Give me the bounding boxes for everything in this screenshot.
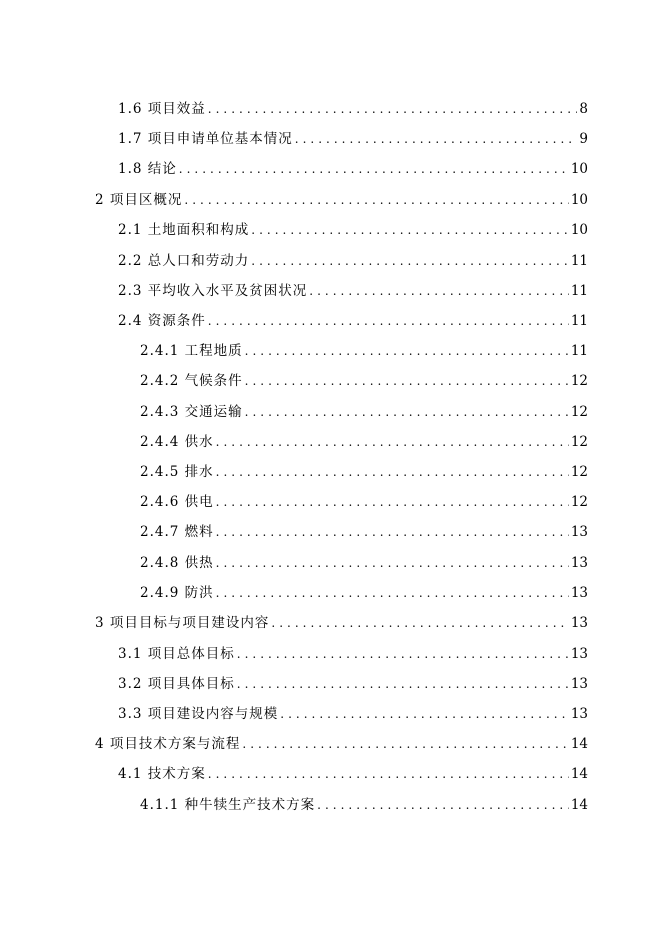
toc-entry-page: 12	[570, 434, 588, 450]
toc-entry[interactable]	[140, 433, 588, 451]
toc-leader-dots	[216, 554, 569, 572]
toc-entry-page: 13	[570, 615, 588, 631]
toc-entry-title: 2.4.3 交通运输	[140, 404, 243, 420]
toc-entry-title: 3.3 项目建设内容与规模	[118, 706, 279, 722]
toc-entry-title: 2.4.2 气候条件	[140, 373, 243, 389]
toc-entry[interactable]	[140, 554, 588, 572]
toc-entry[interactable]	[118, 705, 588, 723]
toc-entry-title: 2.4.4 供水	[140, 434, 214, 450]
toc-entry-page: 12	[570, 494, 588, 510]
toc-entry[interactable]	[118, 130, 588, 148]
toc-leader-dots	[208, 765, 569, 783]
toc-leader-dots	[295, 130, 577, 148]
toc-entry-page: 13	[570, 676, 588, 692]
toc-entry-page: 13	[570, 524, 588, 540]
toc-entry-page: 12	[570, 404, 588, 420]
toc-entry[interactable]	[140, 403, 588, 421]
toc-leader-dots	[237, 675, 569, 693]
toc-leader-dots	[208, 100, 577, 118]
toc-entry[interactable]	[95, 735, 588, 753]
toc-leader-dots	[216, 493, 569, 511]
toc-entry-page: 14	[570, 797, 588, 813]
toc-entry-page: 9	[579, 131, 588, 147]
toc-entry-title: 4.1 技术方案	[118, 766, 206, 782]
toc-entry[interactable]	[140, 463, 588, 481]
toc-entry-page: 12	[570, 464, 588, 480]
toc-leader-dots	[237, 645, 569, 663]
toc-entry-title: 1.8 结论	[118, 161, 177, 177]
toc-entry-page: 13	[570, 706, 588, 722]
toc-entry-title: 4.1.1 种牛犊生产技术方案	[140, 797, 316, 813]
toc-entry-page: 13	[570, 585, 588, 601]
toc-entry-title: 2.4.6 供电	[140, 494, 214, 510]
toc-entry[interactable]	[140, 796, 588, 814]
toc-entry-page: 10	[570, 222, 588, 238]
toc-entry-page: 11	[570, 343, 588, 359]
toc-entry-page: 11	[570, 253, 588, 269]
toc-entry-title: 3 项目目标与项目建设内容	[95, 615, 270, 631]
toc-leader-dots	[184, 191, 568, 209]
toc-leader-dots	[245, 372, 569, 390]
toc-entry-title: 1.6 项目效益	[118, 101, 206, 117]
toc-entry[interactable]	[118, 765, 588, 783]
toc-entry-page: 8	[579, 101, 588, 117]
toc-leader-dots	[179, 160, 569, 178]
toc-entry-title: 2.4.7 燃料	[140, 524, 214, 540]
toc-entry-title: 2.4 资源条件	[118, 313, 206, 329]
toc-entry[interactable]	[118, 100, 588, 118]
toc-entry-page: 11	[570, 313, 588, 329]
toc-leader-dots	[245, 342, 569, 360]
toc-entry[interactable]	[95, 614, 588, 632]
toc-entry[interactable]	[118, 282, 588, 300]
toc-entry[interactable]	[118, 312, 588, 330]
toc-entry-title: 3.2 项目具体目标	[118, 676, 235, 692]
toc-entry-page: 10	[570, 161, 588, 177]
toc-leader-dots	[242, 735, 568, 753]
toc-entry-page: 12	[570, 373, 588, 389]
toc-leader-dots	[271, 614, 568, 632]
toc-entry-title: 4 项目技术方案与流程	[95, 736, 241, 752]
toc-entry[interactable]	[118, 160, 588, 178]
toc-entry-page: 14	[570, 736, 588, 752]
toc-entry[interactable]	[140, 493, 588, 511]
toc-entry[interactable]	[140, 523, 588, 541]
toc-leader-dots	[216, 584, 569, 602]
toc-entry[interactable]	[118, 221, 588, 239]
toc-leader-dots	[216, 523, 569, 541]
toc-entry[interactable]	[140, 372, 588, 390]
toc-entry-title: 1.7 项目申请单位基本情况	[118, 131, 293, 147]
toc-leader-dots	[216, 433, 569, 451]
toc-entry-page: 11	[570, 283, 588, 299]
toc-entry-title: 2.4.8 供热	[140, 555, 214, 571]
toc-leader-dots	[309, 282, 569, 300]
toc-entry-title: 2.4.5 排水	[140, 464, 214, 480]
toc-leader-dots	[317, 796, 569, 814]
toc-entry[interactable]	[140, 342, 588, 360]
toc-entry-title: 3.1 项目总体目标	[118, 646, 235, 662]
toc-entry-title: 2.4.1 工程地质	[140, 343, 243, 359]
toc-entry-title: 2.1 土地面积和构成	[118, 222, 250, 238]
toc-leader-dots	[251, 221, 569, 239]
toc-entry[interactable]	[95, 191, 588, 209]
toc-entry[interactable]	[118, 675, 588, 693]
toc-entry[interactable]	[140, 584, 588, 602]
toc-leader-dots	[216, 463, 569, 481]
toc-entry-title: 2.3 平均收入水平及贫困状况	[118, 283, 308, 299]
toc-entry-page: 13	[570, 555, 588, 571]
toc-leader-dots	[208, 312, 569, 330]
toc-entry-page: 13	[570, 646, 588, 662]
toc-leader-dots	[245, 403, 569, 421]
toc-entry-page: 10	[570, 192, 588, 208]
toc-entry[interactable]	[118, 645, 588, 663]
toc-leader-dots	[251, 252, 569, 270]
toc-entry-title: 2.4.9 防洪	[140, 585, 214, 601]
toc-entry[interactable]	[118, 252, 588, 270]
toc-entry-title: 2 项目区概况	[95, 192, 183, 208]
toc-entry-title: 2.2 总人口和劳动力	[118, 253, 250, 269]
toc-entry-page: 14	[570, 766, 588, 782]
toc-leader-dots	[280, 705, 569, 723]
